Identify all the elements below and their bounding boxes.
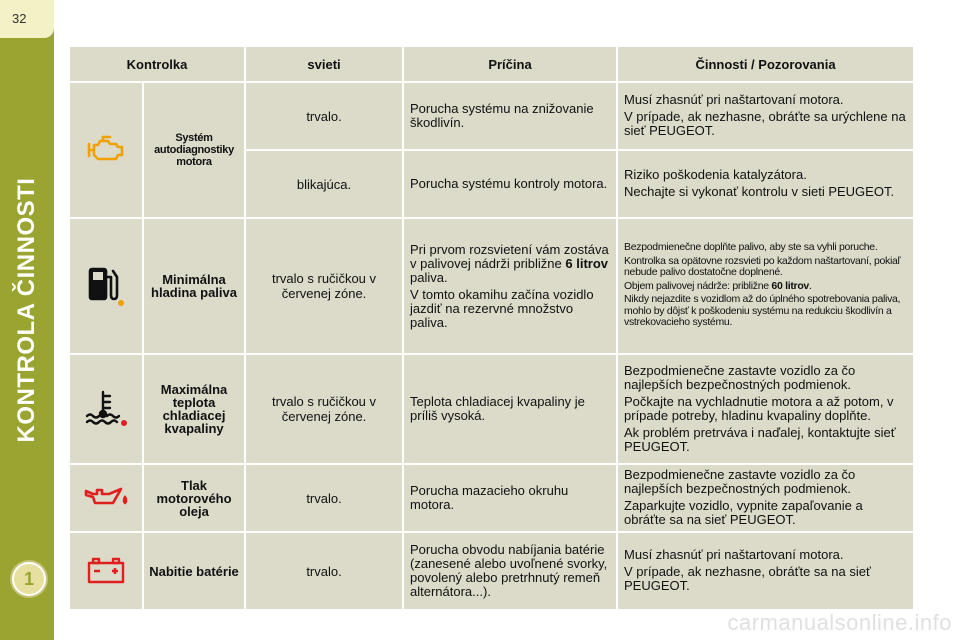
battery-pricina: Porucha obvodu nabíjania batérie (zanesené alebo uvoľnené svorky, povolený alebo pretrhnutý remeň alternátora...).: [404, 533, 616, 609]
battery-svieti: trvalo.: [246, 533, 402, 609]
coolant-icon-cell: [70, 355, 142, 463]
engine-svieti-2: blikajúca.: [246, 151, 402, 217]
action-text: Kontrolka sa opätovne rozsvieti po každom naštartovaní, pokiaľ nebude palivo dostatočne doplnené.: [624, 254, 901, 279]
chapter-title-container: [9, 177, 45, 443]
table-row: [70, 355, 913, 463]
action-text: Nikdy nejazdite s vozidlom až do úplného spotrebovania paliva, mohlo by dôjsť k poškodeniu systému na redukciu škodlivín a vstrekovacieho systému.: [624, 293, 901, 329]
action-text: Riziko poškodenia katalyzátora.: [624, 167, 807, 182]
header-cinnosti: Činnosti / Pozorovania: [618, 47, 913, 81]
table-row: [70, 465, 913, 531]
table-row: [70, 83, 913, 149]
chapter-title: KONTROLA ČINNOSTI: [13, 177, 40, 443]
watermark: carmanualsonline.info: [727, 610, 952, 635]
chapter-badge-number: 1: [23, 569, 34, 589]
action-text: Nechajte si vykonať kontrolu v sieti PEUGEOT.: [624, 184, 895, 199]
oil-pricina: Porucha mazacieho okruhu motora.: [404, 465, 616, 531]
engine-actions-2: [618, 151, 913, 217]
oil-can-icon: [83, 483, 129, 511]
sidebar: [0, 0, 54, 640]
engine-svieti-1: trvalo.: [246, 83, 402, 149]
oil-svieti: trvalo.: [246, 465, 402, 531]
oil-actions: [618, 465, 913, 531]
coolant-pricina: Teplota chladiacej kvapaliny je príliš vysoká.: [404, 355, 616, 463]
fuel-svieti: trvalo s ručičkou v červenej zóne.: [246, 219, 402, 353]
page-number-box: [0, 0, 54, 38]
engine-icon-cell: [70, 83, 142, 217]
fuel-pricina-text: Pri prvom rozsvietení vám zostáva v palivovej nádrži približne: [410, 241, 609, 271]
fuel-name: Minimálna hladina paliva: [144, 219, 244, 353]
engine-name: Systém autodiagnostiky motora: [144, 83, 244, 217]
fuel-pricina-bold: 6 litrov: [565, 255, 609, 271]
header-kontrolka: Kontrolka: [70, 47, 244, 81]
action-capacity: Objem palivovej nádrže: približne: [624, 279, 769, 292]
engine-pricina-1: Porucha systému na znižovanie škodlivín.: [404, 83, 616, 149]
action-text: Ak problém pretrváva i naďalej, kontaktujte sieť PEUGEOT.: [624, 424, 896, 454]
fuel-pricina: [404, 219, 616, 353]
action-text: Musí zhasnúť pri naštartovaní motora.: [624, 92, 844, 107]
action-capacity-end: .: [808, 279, 812, 292]
engine-icon: [86, 134, 126, 164]
action-capacity-bold: 60 litrov: [771, 279, 809, 292]
fuel-actions: [618, 219, 913, 353]
coolant-name: Maximálna teplota chladiacej kvapaliny: [144, 355, 244, 463]
action-text: V prípade, ak nezhasne, obráťte sa na sieť PEUGEOT.: [624, 564, 871, 593]
battery-actions: [618, 533, 913, 609]
header-svieti: svieti: [246, 47, 402, 81]
coolant-actions: [618, 355, 913, 463]
warning-lights-table: [68, 45, 915, 611]
fuel-pricina-text-end: paliva.: [410, 269, 448, 285]
battery-icon-cell: [70, 533, 142, 609]
action-text: V prípade, ak nezhasne, obráťte sa urýchlene na sieť PEUGEOT.: [624, 109, 906, 138]
engine-pricina-2: Porucha systému kontroly motora.: [404, 151, 616, 217]
battery-icon: [86, 555, 126, 585]
fuel-pricina-reserve: V tomto okamihu začína vozidlo jazdiť na rezervné množstvo paliva.: [410, 286, 594, 330]
action-text: Bezpodmienečne zastavte vozidlo za čo najlepších bezpečnostných podmienok.: [624, 362, 856, 392]
action-text: Počkajte na vychladnutie motora a až potom, v prípade potreby, hladinu kvapaliny doplňte.: [624, 393, 894, 423]
battery-name: Nabitie batérie: [144, 533, 244, 609]
chapter-badge: [12, 562, 46, 596]
coolant-svieti: trvalo s ručičkou v červenej zóne.: [246, 355, 402, 463]
fuel-icon-cell: [70, 219, 142, 353]
engine-actions-1: [618, 83, 913, 149]
action-text: Bezpodmienečne zastavte vozidlo za čo najlepších bezpečnostných podmienok.: [624, 467, 856, 496]
table-row: [70, 219, 913, 353]
action-text: Zaparkujte vozidlo, vypnite zapaľovanie a obráťte sa na sieť PEUGEOT.: [624, 498, 863, 527]
table-header-row: [70, 47, 913, 81]
action-text: Bezpodmienečne doplňte palivo, aby ste sa vyhli poruche.: [624, 241, 878, 254]
header-pricina: Príčina: [404, 47, 616, 81]
oil-name: Tlak motorového oleja: [144, 465, 244, 531]
action-text: Musí zhasnúť pri naštartovaní motora.: [624, 547, 844, 562]
table-row: [70, 533, 913, 609]
page-number: 32: [12, 11, 27, 26]
coolant-temperature-icon: [83, 388, 129, 428]
oil-icon-cell: [70, 465, 142, 531]
fuel-pump-icon: [84, 263, 128, 307]
